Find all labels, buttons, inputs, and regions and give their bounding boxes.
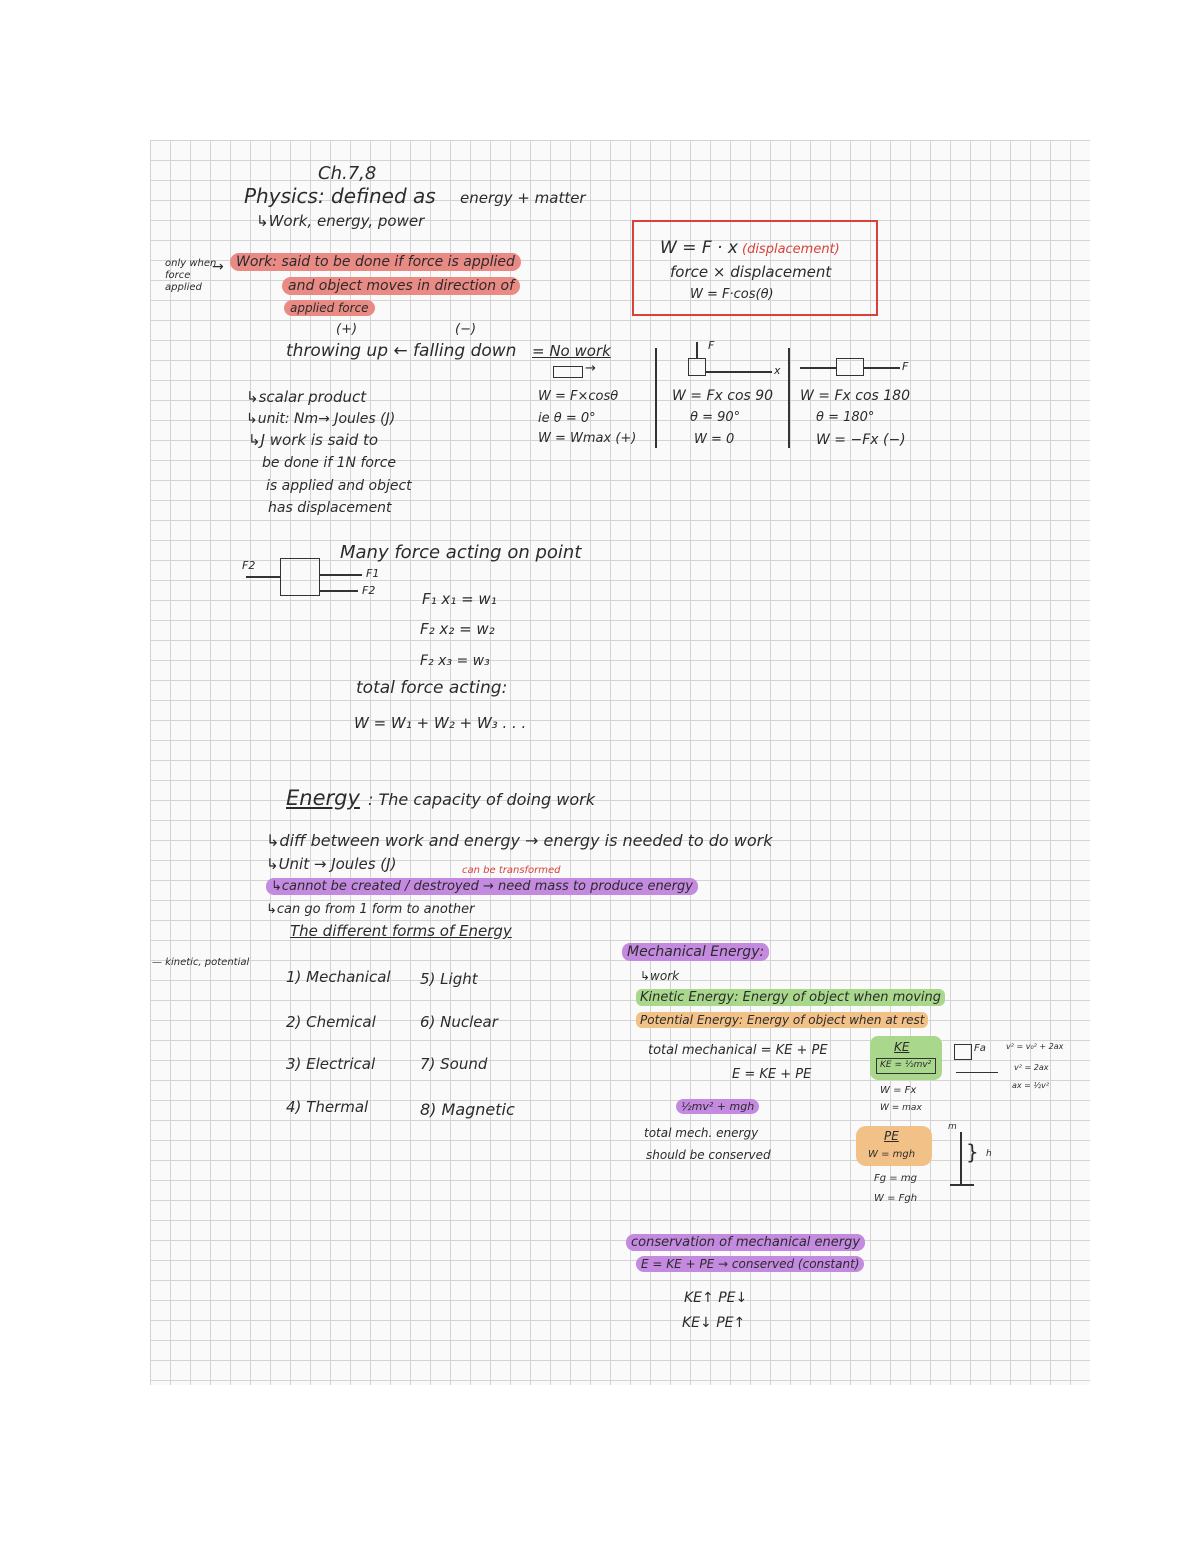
joule-definition-3: is applied and object [266,478,412,494]
force-eq-1: F₁ x₁ = w₁ [422,590,497,608]
work-energy-difference: ↳diff between work and energy → energy is needed to do work [266,831,773,850]
mechanical-work: ↳work [640,969,680,983]
case2-formula: W = Fx cos 90 [672,388,774,404]
work-definition-line2: and object moves in direction of [282,279,520,293]
pe-title: PE [884,1129,899,1143]
mechanical-energy-title: Mechanical Energy: [622,945,769,959]
ke-title: KE [894,1040,910,1054]
conservation-equation: E = KE + PE → conserved (constant) [636,1258,864,1270]
f2-arrow-icon [246,576,280,578]
energy-conservation-note: ↳cannot be created / destroyed → need mass to produce energy [266,880,698,893]
energy-form-2: 2) Chemical [286,1013,376,1031]
right-arrow-icon [864,367,900,369]
work-unit: ↳unit: Nm→ Joules (J) [246,411,396,427]
height-line [960,1132,962,1184]
no-work-label: = No work [532,342,611,360]
pe-formula: W = mgh [868,1149,916,1160]
mechanical-expanded-eq: ½mv² + mgh [676,1101,759,1112]
physics-definition-tail: energy + matter [460,189,586,207]
energy-title: Energy [286,786,360,810]
ke-formula: KE = ½mv² [880,1060,932,1070]
f2-right-arrow-icon [320,590,358,592]
negative-sign: (−) [455,322,477,337]
force-eq-3: F₂ x₃ = w₃ [420,653,490,669]
mass-label: m [948,1122,957,1132]
transformed-note: can be transformed [462,865,561,876]
work-fgh: W = Fgh [874,1193,918,1204]
energy-definition: : The capacity of doing work [368,790,595,809]
energy-forms-title: The different forms of Energy [290,922,512,940]
throwing-falling-line: throwing up ← falling down [286,341,517,361]
force-label: F [708,339,715,352]
many-forces-title: Many force acting on point [340,542,582,563]
case3-result: W = −Fx (−) [816,432,906,448]
ke-down-pe-up: KE↓ PE↑ [682,1315,746,1331]
energy-form-8: 8) Magnetic [420,1100,515,1119]
f2-label: F2 [242,559,256,572]
e-equation: E = KE + PE [732,1067,812,1082]
f1-label: F1 [366,567,380,580]
joule-definition-2: be done if 1N force [262,455,396,471]
velocity-eq-3: ax = ½v² [1012,1081,1050,1090]
energy-unit: ↳Unit → Joules (J) [266,855,397,873]
velocity-eq-1: v² = v₀² + 2ax [1006,1042,1064,1051]
ke-up-pe-down: KE↑ PE↓ [684,1290,748,1306]
work-definition-line1: Work: said to be done if force is applied [230,255,521,269]
conserved-line-1: total mech. energy [644,1126,759,1140]
force-times-displacement: force × displacement [670,263,832,281]
force-eq-2: F₂ x₂ = w₂ [420,620,495,638]
energy-transform-note: ↳can go from 1 form to another [266,902,475,917]
case1-formula: W = F×cosθ [538,389,619,404]
block-icon [553,366,583,378]
work-formula: W = F · x [660,238,738,258]
case3-formula: W = Fx cos 180 [800,388,910,404]
positive-sign: (+) [336,322,358,337]
ke-block-icon [954,1044,972,1060]
work-cos-formula: W = F·cos(θ) [690,287,774,302]
forms-side-note: — kinetic, potential [152,957,250,968]
topics-line: ↳Work, energy, power [256,212,425,230]
velocity-eq-2: v² = 2ax [1014,1063,1049,1072]
conservation-title: conservation of mechanical energy [626,1236,865,1249]
energy-form-7: 7) Sound [420,1055,488,1073]
work-fx: W = Fx [880,1085,917,1096]
x-label: x [774,364,781,377]
case2-result: W = 0 [694,432,735,447]
block-icon [688,358,706,376]
height-brace-icon: } [966,1140,979,1164]
force-arrow-icon: → [585,361,596,376]
work-side-note: only when force applied [165,258,217,293]
divider [655,348,657,448]
gravity-force: Fg = mg [874,1173,917,1184]
potential-energy-def: Potential Energy: Energy of object when at rest [636,1014,928,1026]
case1-result: W = Wmax (+) [538,431,637,446]
chapter-label: Ch.7,8 [318,163,377,184]
displacement-arrow-icon [706,371,772,373]
energy-form-4: 4) Thermal [286,1098,369,1116]
conserved-line-2: should be conserved [646,1148,771,1162]
divider [788,348,790,448]
total-force-label: total force acting: [356,678,508,698]
work-definition-line3: applied force [284,302,375,314]
f2-label-right: F2 [362,584,376,597]
distance-line [956,1072,998,1073]
physics-definition: Physics: defined as [244,184,436,208]
up-arrow-icon [696,342,698,358]
energy-form-5: 5) Light [420,970,478,988]
total-work-equation: W = W₁ + W₂ + W₃ . . . [354,714,527,732]
object-box-icon [280,558,320,596]
applied-force-label: Fa [974,1043,986,1054]
displacement-note: (displacement) [742,242,840,257]
ground-line [950,1184,974,1186]
notebook-page [150,140,1090,1385]
total-mechanical-eq: total mechanical = KE + PE [648,1043,828,1058]
height-label: h [986,1149,992,1159]
case3-angle: θ = 180° [816,410,875,425]
arrow-icon: → [212,259,224,275]
energy-form-6: 6) Nuclear [420,1013,498,1031]
block-icon [836,358,864,376]
f1-arrow-icon [320,574,362,576]
joule-definition-1: ↳J work is said to [248,431,379,449]
left-arrow-icon [800,367,836,369]
energy-form-1: 1) Mechanical [286,968,391,986]
scalar-product: ↳scalar product [246,388,367,406]
force-label: F [902,360,909,373]
energy-form-3: 3) Electrical [286,1055,376,1073]
joule-definition-4: has displacement [268,500,392,516]
case1-angle: ie θ = 0° [538,411,596,426]
case2-angle: θ = 90° [690,410,741,425]
kinetic-energy-def: Kinetic Energy: Energy of object when moving [636,991,945,1004]
work-max: W = max [880,1103,922,1113]
